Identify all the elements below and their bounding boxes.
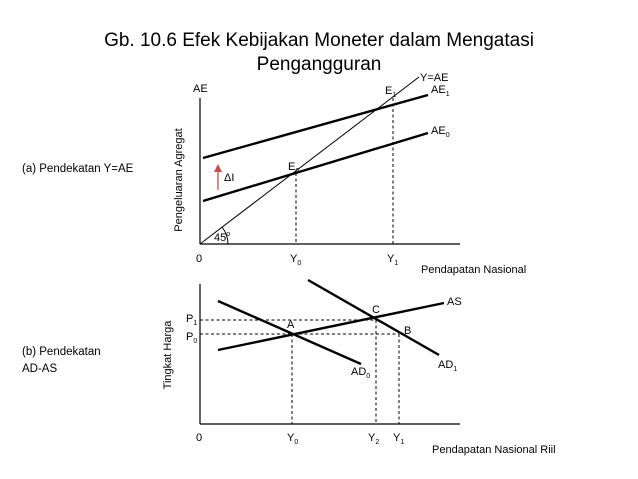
panel-a-ae1-label: $AE_1$: [431, 84, 450, 98]
panel-b-ad-as: [22, 280, 556, 456]
panel-b-side-label-1: (b) Pendekatan: [22, 346, 101, 358]
panel-b-point-b-label: B: [404, 325, 412, 337]
panel-a-side-label: (a) Pendekatan Y=AE: [22, 163, 134, 175]
panel-a-e0-label: $E_0$: [288, 161, 300, 175]
panel-a-e1-label: $E_1$: [385, 85, 397, 99]
panel-b-ad1-line: [308, 280, 439, 355]
panel-a-ae0-line: [203, 133, 428, 201]
panel-a-origin-label: 0: [196, 253, 203, 265]
panel-b-y-axis-title: Tingkat Harga: [162, 320, 174, 390]
panel-a-y-axis-title: Pengeluaran Agregat: [173, 128, 185, 232]
panel-a-x-axis-title: Pendapatan Nasional: [421, 264, 527, 276]
panel-b-y0-label: $Y_0$: [287, 432, 299, 446]
panel-b-p1-label: $P_1$: [186, 313, 198, 327]
panel-a-y0-label: $Y_0$: [290, 253, 302, 267]
panel-a-ae1-line: [203, 95, 428, 158]
panel-b-x-axis-title: Pendapatan Nasional Riil: [432, 444, 556, 456]
panel-b-origin-label: 0: [196, 432, 203, 444]
panel-b-point-c-label: C: [372, 304, 380, 316]
panel-b-as-label: AS: [447, 296, 462, 308]
panel-b-ad0-label: $AD_0$: [351, 366, 371, 380]
panel-a-y-axis-top-label: AE: [193, 83, 208, 95]
panel-b-side-label-2: AD-AS: [22, 363, 58, 375]
panel-a-y1-label: $Y_1$: [387, 253, 399, 267]
panel-b-p0-label: $P_0$: [186, 331, 198, 345]
slide-title-line-1: Gb. 10.6 Efek Kebijakan Moneter dalam Mengatasi: [104, 30, 534, 51]
panel-b-point-a-label: A: [287, 319, 295, 331]
panel-a-keynesian-cross: [22, 72, 526, 276]
panel-a-delta-i-label: ΔI: [224, 172, 235, 184]
panel-a-yae-label: Y=AE: [420, 72, 449, 84]
panel-b-y1-label: $Y_1$: [393, 432, 405, 446]
panel-b-ad1-label: $AD_1$: [438, 359, 458, 373]
panel-a-angle-label: 45$^o$: [214, 231, 231, 244]
panel-a-45-degree-line: [200, 77, 419, 244]
panel-b-ad0-line: [218, 301, 361, 364]
slide-title-line-2: Pengangguran: [256, 54, 382, 75]
panel-a-ae0-label: $AE_0$: [431, 125, 450, 139]
panel-b-y2-label: $Y_2$: [368, 432, 380, 446]
